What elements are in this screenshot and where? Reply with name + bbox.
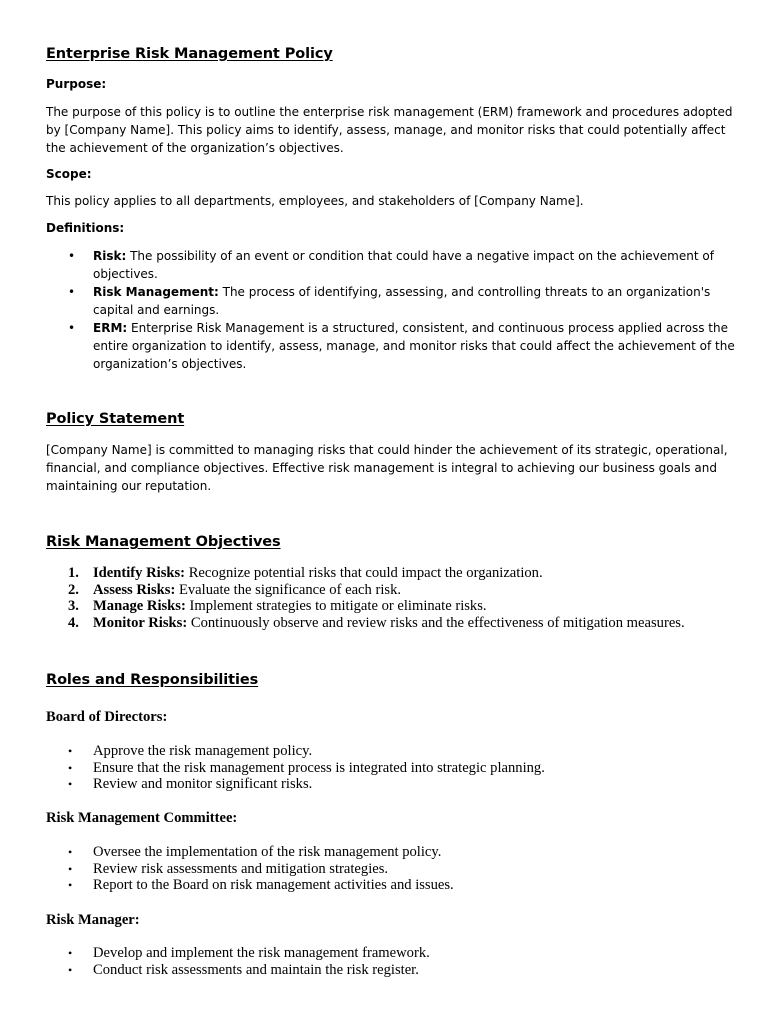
bullet-icon: • — [68, 878, 73, 892]
board-label: Board of Directors: — [46, 709, 168, 725]
list-item — [68, 861, 736, 878]
definition-term: Risk Management: — [93, 285, 219, 299]
scope-label: Scope: — [46, 167, 92, 181]
list-item — [68, 877, 736, 894]
definition-term: Risk: — [93, 249, 127, 263]
policy-statement-heading: Policy Statement — [46, 411, 185, 427]
board-item-text: Review and monitor significant risks. — [93, 776, 313, 792]
objective-text: Continuously observe and review risks and the effectiveness of mitigation measures. — [187, 614, 685, 631]
objective-text: Implement strategies to mitigate or eliminate risks. — [185, 598, 487, 614]
committee-list — [68, 844, 736, 894]
definition-text: Enterprise Risk Management is a structured, consistent, and continuous process applied across the entire organization to identify, assess, manage, and monitor risks that could affect the achievement of the organization’s objectives. — [93, 321, 735, 371]
list-item — [68, 283, 736, 319]
list-item — [68, 565, 748, 582]
bullet-icon: • — [68, 321, 76, 335]
bullet-icon: • — [68, 285, 76, 299]
objective-term: Identify Risks: — [93, 565, 186, 581]
committee-item-text: Oversee the implementation of the risk management policy. — [93, 844, 442, 860]
purpose-text: The purpose of this policy is to outline the enterprise risk management (ERM) framework and procedures adopted by [Company Name]. This policy aims to identify, assess, manage, and monitor risks that could potentially affect the achievement of the organization’s objectives. — [46, 105, 733, 155]
purpose-label: Purpose: — [46, 77, 107, 91]
list-item — [68, 319, 736, 373]
committee-item-text: Report to the Board on risk management activities and issues. — [93, 877, 454, 893]
list-item — [68, 962, 736, 979]
definitions-list — [68, 247, 736, 373]
list-item — [68, 582, 748, 599]
list-item — [68, 945, 736, 962]
list-item — [68, 844, 736, 861]
list-item — [68, 776, 736, 793]
bullet-icon: • — [68, 946, 73, 960]
policy-statement-text: [Company Name] is committed to managing risks that could hinder the achievement of its strategic, operational, financial, and compliance objectives. Effective risk management is integral to achieving our business goals and maintaining our reputation. — [46, 443, 728, 493]
document-title: Enterprise Risk Management Policy — [46, 46, 333, 62]
list-item — [68, 615, 748, 632]
list-item — [68, 760, 736, 777]
bullet-icon: • — [68, 744, 73, 758]
definition-term: ERM: — [93, 321, 128, 335]
bullet-icon: • — [68, 962, 73, 977]
manager-list — [68, 945, 736, 978]
list-item — [68, 247, 736, 283]
board-item-text: Approve the risk management policy. — [93, 743, 313, 759]
objective-text: Evaluate the significance of each risk. — [175, 581, 402, 598]
manager-item-text: Develop and implement the risk management framework. — [93, 945, 430, 961]
committee-label: Risk Management Committee: — [46, 810, 238, 826]
bullet-icon: • — [68, 861, 73, 876]
bullet-icon: • — [68, 760, 73, 775]
list-number: 1. — [68, 565, 79, 581]
objective-text: Recognize potential risks that could impact the organization. — [185, 565, 543, 581]
list-number: 3. — [68, 598, 79, 614]
scope-text: This policy applies to all departments, employees, and stakeholders of [Company Name]. — [46, 194, 584, 208]
manager-label: Risk Manager: — [46, 912, 140, 928]
objectives-list — [68, 565, 748, 631]
definitions-label: Definitions: — [46, 221, 125, 235]
list-item — [68, 598, 748, 615]
manager-item-text: Conduct risk assessments and maintain the risk register. — [93, 961, 419, 978]
board-item-text: Ensure that the risk management process is integrated into strategic planning. — [93, 759, 545, 776]
bullet-icon: • — [68, 249, 76, 263]
objective-term: Manage Risks: — [93, 598, 186, 614]
bullet-icon: • — [68, 777, 73, 791]
list-number: 2. — [68, 581, 79, 598]
roles-heading: Roles and Responsibilities — [46, 672, 259, 688]
list-number: 4. — [68, 614, 79, 631]
bullet-icon: • — [68, 845, 73, 859]
board-list — [68, 743, 736, 793]
committee-item-text: Review risk assessments and mitigation strategies. — [93, 860, 389, 877]
definition-text: The possibility of an event or condition that could have a negative impact on the achievement of objectives. — [93, 249, 714, 281]
objective-term: Monitor Risks: — [93, 614, 188, 631]
objective-term: Assess Risks: — [93, 581, 176, 598]
definition-text: The process of identifying, assessing, and controlling threats to an organization's capital and earnings. — [93, 285, 711, 317]
objectives-heading: Risk Management Objectives — [46, 534, 281, 550]
list-item — [68, 743, 736, 760]
